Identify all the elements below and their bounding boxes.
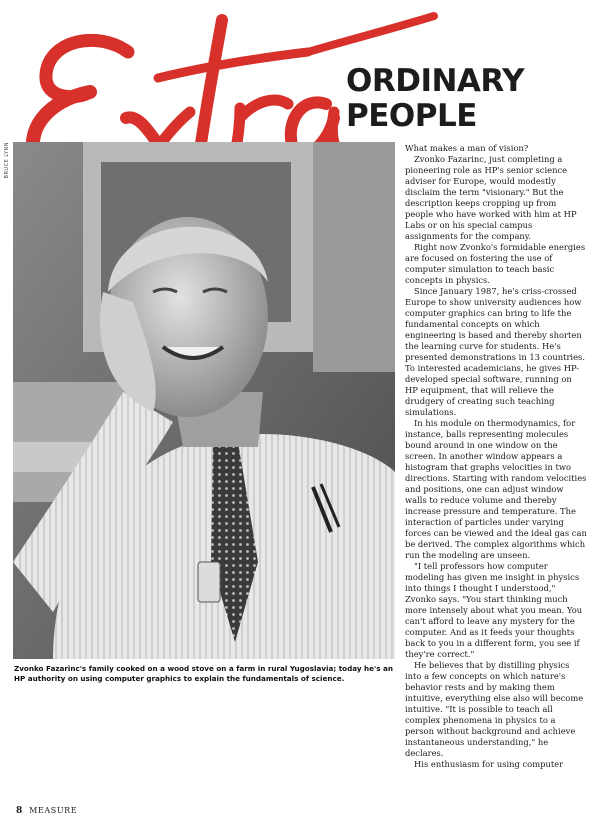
article-paragraph: Right now Zvonko's formidable energies are focused on fostering the use of computer simulation to teach basic concepts in physics. — [405, 242, 586, 285]
headline — [346, 63, 525, 134]
article-paragraph: Since January 1987, he's criss-crossed Europe to show university audiences how computer graphics can bring to life the fundamental concepts on which engineering is based and thereby shorten the learning curve for students. He's presented demonstrations in 13 countries. To interested academicians, he gives HP-developed special software, running on HP equipment, that will relieve the drudgery of creating such teaching simulations. — [405, 286, 585, 417]
article-column — [405, 143, 587, 770]
portrait-photo — [13, 142, 395, 659]
page-number: 8 — [16, 806, 23, 816]
headline-line-people: PEOPLE — [346, 98, 477, 134]
article-paragraph: He believes that by distilling physics into a few concepts on which nature's behavior rests and by making them intuitive, everything else also will become intuitive. "It is possible to teach all complex phenomena in physics to a person without background and achieve instantaneous understanding," he declares. — [405, 660, 584, 758]
headline-line-ordinary: ORDINARY — [346, 63, 525, 99]
article-lead: What makes a man of vision? — [405, 143, 529, 153]
photo-caption: Zvonko Fazarinc's family cooked on a wood stove on a farm in rural Yugoslavia; today he's an HP authority on using computer graphics to explain the fundamentals of science. — [14, 664, 393, 683]
article-paragraph: In his module on thermodynamics, for instance, balls representing molecules bound around in one window on the screen. In another window appears a histogram that graphs velocities in two directions. Starting with random velocities and positions, one can adjust window walls to reduce volume and thereby increase pressure and temperature. The interaction of particles under varying forces can be viewed and the ideal gas can be derived. The complex algorithms which run the modeling are unseen. — [405, 418, 587, 560]
magazine-name: MEASURE — [29, 806, 78, 815]
article-paragraph: Zvonko Fazarinc, just completing a pioneering role as HP's senior science adviser for Europe, would modestly disclaim the term "visionary." But the description keeps cropping up from people who have worked with him at HP Labs or on his special campus assignments for the company. — [405, 154, 577, 241]
page-footer — [16, 806, 77, 816]
article-paragraph: His enthusiasm for using computer — [414, 759, 564, 769]
article-paragraph: "I tell professors how computer modeling has given me insight in physics into things I thought I understood," Zvonko says. "You start thinking much more intensely about what you mean. You can't afford to leave any mystery for the computer. And as it feeds your thoughts back to you in a different form, you see if they're correct." — [405, 561, 583, 659]
photo-credit: BRUCE LYNN — [4, 142, 10, 179]
